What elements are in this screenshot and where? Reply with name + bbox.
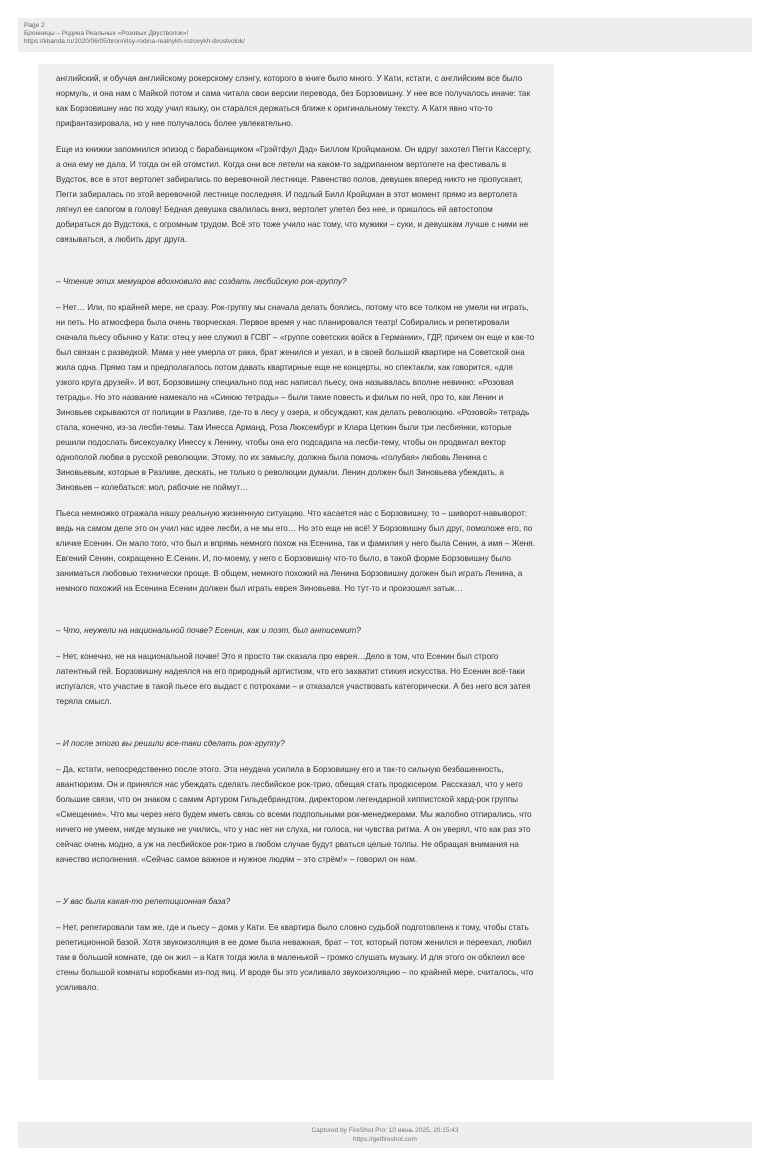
- paragraph: Пьеса немножко отражала нашу реальную жизненную ситуацию. Что касается нас с Борзовишну, то – шиворот-навыворот: ведь на самом деле это он учил нас идее лесби, а не мы его… Но это еще не всё! У Борзовишну был друг, помоложе его, по кличке Есенин. Он мало того, что был и впрямь немного похож на Есенина, так и фамилия у него была Сенин, а имя – Женя. Евгений Сенин, сокращенно Е.Сенин. И, по-моему, у него с Борзовишну что-то было, в такой форме Борзовишну было заниматься любовью технически проще. В общем, немного похожий на Ленина Борзовишну должен был играть Ленина, а немного похожий на Есенина Есенин должен был играть еврея Зиновьева. Но тут-то и произошел затык…: [56, 509, 535, 593]
- paragraph: – Да, кстати, непосредственно после этого. Эта неудача усилила в Борзовишну его и так-то сильную безбашенность, авантюризм. Он и принялся нас убеждать сделать лесбийское рок-трио, обещая стать продюсером. Рассказал, что у него большие связи, что он знаком с самим Артуром Гильдебрандтом, директором легендарной хиппистской хард-рок группы «Смещение». Что мы через него будем иметь связь со всеми подпольными рок-менеджерами. Мы жалобно отпирались, что ничего не умеем, нигде музыке не учились, что у нас нет ни слуха, ни голоса, ни чувства ритма. А он уверял, что как раз это сейчас очень модно, а уж на лесбийское рок-трио в любом случае будут рваться целые толпы. Не обращая внимания на качество исполнения. «Сейчас самое важное и нужное людям – это стрём!» – говорил он нам.: [56, 765, 532, 864]
- article-body: [38, 64, 554, 1080]
- interview-question: – У вас была какая-то репетиционная база?: [56, 897, 231, 906]
- capture-site-link[interactable]: https://getfireshot.com: [353, 1136, 417, 1143]
- page-number: Page 2: [24, 22, 45, 29]
- page-footer: [18, 1122, 752, 1148]
- paragraph: – Нет, конечно, не на национальной почве! Это я просто так сказала про еврея…Дело в том, что Есенин был строго латентный гей. Борзовишну надеялся на его природный артистизм, что его захватит стихия искусства. Но Есенин всё-таки испугался, что участие в такой пьесе его выдаст с потрохами – и отказался участвовать категорически. А без него вся затея теряла смысл.: [56, 652, 531, 706]
- paragraph: – Нет… Или, по крайней мере, не сразу. Рок-группу мы сначала делать боялись, потому что все толком не умели ни играть, ни петь. Но атмосфера была очень творческая. Первое время у нас планировался театр! Собирались и репетировали сначала пьесу обычно у Кати: отец у нее служил в ГСВГ – «группе советских войск в Германии», ГДР, причем он еще и как-то был связан с разведкой. Мама у нее умерла от рака, брат женился и уехал, и в своей большой квартире на Советской она жила одна. Прямо там и предполагалось потом давать квартирные еще не концерты, но спектакли, как говорится, «для узкого круга друзей». И вот, Борзовишну специально под нас написал пьесу, она называлась вполне невинно: «Розовая тетрадь». Но это название намекало на «Синюю тетрадь» – были такие повесть и фильм по ней, про то, как Ленин и Зиновьев скрываются от полиции в Разливе, где-то в лесу у озера, и обсуждают, как делать революцию. «Розовой» тетрадь стала, конечно, из-за лесби-темы. Там Инесса Арманд, Роза Люксембург и Клара Цеткин были три лесбиянки, которые решили подослать бисексуалку Инессу к Ленину, чтобы она его подсадила на лесби-тему, чтобы он продвигал вектор однополой любви в русской революции. Этому, по их замыслу, должна была помочь «голубая» любовь Ленина с Зиновьевым, которые в Разливе, дескать, не только о революции думали. Ленин должен был Зиновьева убеждать, а Зиновьев – колебаться: мол, рабочие не поймут…: [56, 303, 535, 492]
- page-title: Бронницы – Родина Реальных «Розовых Двустволок»!: [24, 30, 189, 37]
- capture-info: Captured by FireShot Pro: 10 июнь 2025, 20:15:43: [311, 1127, 459, 1134]
- page-url: https://kbanda.ru/2020/06/05/bronnitsy-rodina-realnykh-rozovykh-dvustvolok/: [24, 38, 245, 45]
- interview-question: – Чтение этих мемуаров вдохновило вас создать лесбийскую рок-группу?: [56, 277, 347, 286]
- paragraph: Еще из книжки запомнился эпизод с барабанщиком «Грэйтфул Дэд» Биллом Кройцманом. Он вдруг захотел Пегги Кассерту, а она ему не дала. И тогда он ей отомстил. Когда они все летели на каком-то задрипанном вертолете на фестиваль в Вудсток, все в этот вертолет забирались по веревочной лестнице. Равенство полов, девушек вперед никто не пропускает, Пегги забиралась по этой веревочной лестнице последняя. И подлый Билл Кройцман в этот момент прямо из вертолета лягнул ее сапогом в голову! Бедная девушка свалилась вниз, вертолет улетел без нее, и пришлось ей автостопом добираться до Вудстока, с огромным трудом. Всё это тоже учило нас тому, что мужики – суки, и девушкам лучше с ними не связываться, а любить друг друга.: [56, 145, 532, 244]
- page-header: [18, 18, 752, 52]
- paragraph: – Нет, репетировали там же, где и пьесу – дома у Кати. Ее квартира было словно судьбой подготовлена к тому, чтобы стать репетиционной базой. Хотя звукоизоляция в ее доме была неважная, брат – тот, который потом женился и переехал, любил там в большой комнате, где он жил – а Катя тогда жила в маленькой – громко слушать музыку. И для этого он обклеил все стены большой комнаты коробками из-под яиц. И вроде бы это усиливало звукоизоляцию – по крайней мере, считалось, что усиливало.: [56, 923, 534, 992]
- paragraph: английский, и обучая английскому рокерскому слэнгу, которого в книге было много. У Кати, кстати, с английским все было нормуль, и она нам с Майкой потом и сама читала свои версии перевода, без Борзовишну. У нее все получалось иначе: так как Борзовишну нас по ходу учил языку, он старался держаться ближе к оригинальному тексту. А Катя явно что-то прифантазировала, но у нее получалось более увлекательно.: [56, 74, 531, 128]
- interview-question: – И после этого вы решили все-таки сделать рок-группу?: [56, 739, 285, 748]
- interview-question: – Что, неужели на национальной почве? Есенин, как и поэт, был антисемит?: [56, 626, 361, 635]
